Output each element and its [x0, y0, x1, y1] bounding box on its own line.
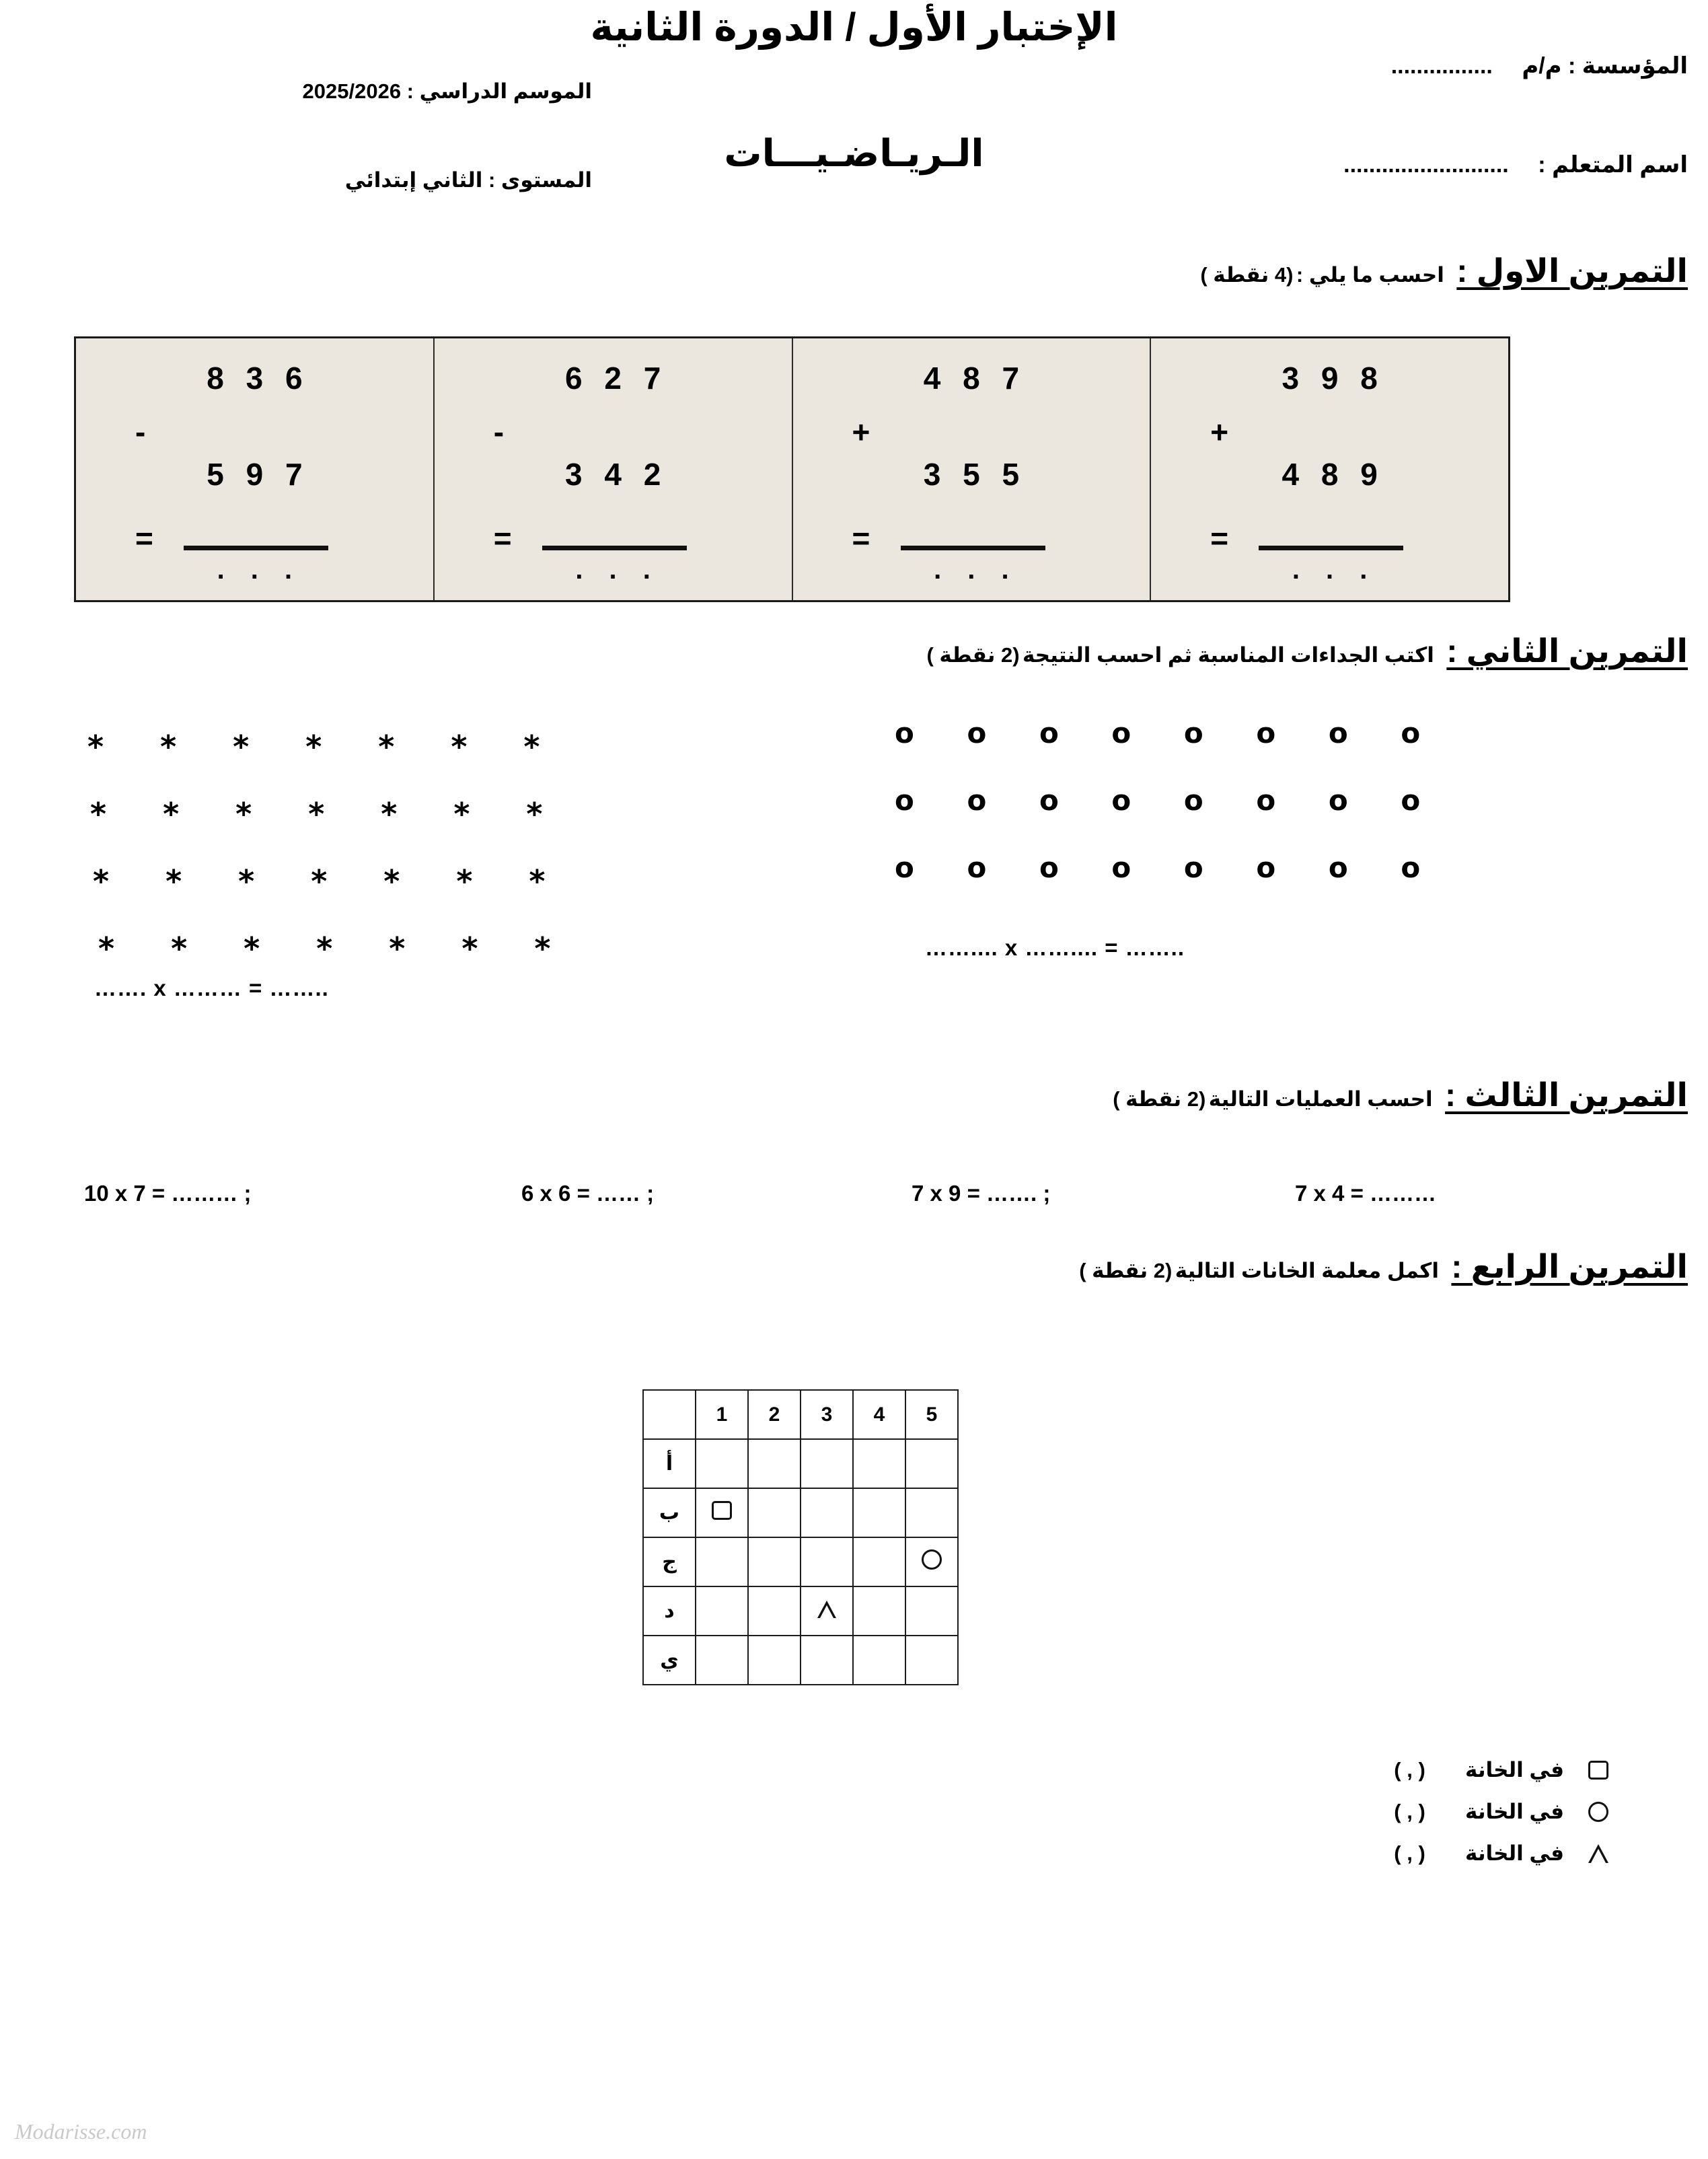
grid-row	[643, 1636, 958, 1685]
institution-value: ................	[1390, 53, 1493, 79]
answer-dots: . . .	[575, 555, 660, 585]
operation-cell-4	[76, 338, 433, 600]
grid-cell[interactable]	[748, 1586, 801, 1636]
coordinate-answer-blanks	[1354, 1749, 1621, 1874]
circle-icon	[1576, 1802, 1621, 1822]
grid-cell[interactable]	[853, 1537, 905, 1586]
star-array	[87, 713, 573, 982]
institution-field	[1391, 52, 1688, 79]
grid-row	[643, 1439, 958, 1488]
circle-array-answer-line[interactable]: …….... x …….... = ……..	[925, 935, 1185, 960]
exercise3-title: التمرين الثالث :	[1445, 1078, 1688, 1113]
operator-sign: +	[1210, 414, 1229, 449]
operation-cell-2	[792, 338, 1150, 600]
document-header	[0, 0, 1708, 222]
answer-rule	[542, 546, 687, 550]
coordinate-input[interactable]: ( , )	[1394, 1841, 1425, 1865]
institution-label: المؤسسة : م/م	[1522, 53, 1688, 79]
operand-bottom: 5 9 7	[207, 457, 309, 492]
star-row: * * * * * * *	[87, 729, 563, 765]
grid-row-header: ب	[643, 1488, 696, 1537]
grid-cell-with-triangle[interactable]	[801, 1586, 853, 1636]
exercise4-title: التمرين الرابع :	[1451, 1249, 1688, 1285]
equals-sign: =	[135, 521, 153, 556]
grid-col-header: 3	[801, 1390, 853, 1439]
grid-cell[interactable]	[905, 1488, 958, 1537]
operand-top: 4 8 7	[923, 361, 1027, 396]
square-icon	[1576, 1761, 1621, 1780]
circle-array	[895, 700, 1442, 902]
grid-table	[642, 1389, 959, 1685]
grid-cell[interactable]	[905, 1439, 958, 1488]
star-row: * * * * * * *	[98, 930, 574, 967]
operand-top: 3 9 8	[1282, 361, 1384, 396]
grid-cell[interactable]	[696, 1636, 748, 1685]
exercise1-points: (4 نقطة )	[1200, 263, 1294, 287]
blank-row-square	[1354, 1749, 1621, 1791]
exercise3-points: (2 نقطة )	[1113, 1087, 1206, 1111]
exercise1-instruction: احسب ما يلي :	[1296, 263, 1444, 287]
answer-dots: . . .	[934, 555, 1018, 585]
triangle-icon	[816, 1599, 838, 1618]
grid-cell[interactable]	[696, 1586, 748, 1636]
operations-table	[74, 336, 1510, 602]
multiplication-item[interactable]: 7 x 4 = ………	[1295, 1181, 1437, 1206]
exercise1-title: التمرين الاول :	[1456, 254, 1688, 289]
grid-cell[interactable]	[801, 1488, 853, 1537]
blank-row-circle	[1354, 1791, 1621, 1833]
equals-sign: =	[852, 521, 870, 556]
blank-label: في الخانة	[1465, 1841, 1564, 1865]
answer-rule	[901, 546, 1045, 550]
grid-cell[interactable]	[748, 1439, 801, 1488]
exercise2-title: التمرين الثاني :	[1446, 634, 1688, 669]
multiplication-row	[0, 1181, 1708, 1221]
student-name-value: ..........................	[1343, 152, 1509, 178]
grid-cell[interactable]	[801, 1636, 853, 1685]
grid-cell[interactable]	[801, 1439, 853, 1488]
grid-cell[interactable]	[853, 1586, 905, 1636]
grid-row-header: ج	[643, 1537, 696, 1586]
watermark: Modarisse.com	[15, 2119, 147, 2144]
exercise4-points: (2 نقطة )	[1079, 1259, 1173, 1282]
square-icon	[712, 1501, 732, 1520]
grid-cell[interactable]	[853, 1439, 905, 1488]
grid-cell[interactable]	[696, 1439, 748, 1488]
answer-rule	[1259, 546, 1403, 550]
circle-row: o o o o o o o o	[895, 717, 1442, 749]
circle-row: o o o o o o o o	[895, 784, 1442, 817]
grid-row-header: أ	[643, 1439, 696, 1488]
operator-sign: -	[135, 414, 146, 449]
multiplication-item[interactable]: 7 x 9 = ……. ;	[912, 1181, 1051, 1206]
grid-cell[interactable]	[905, 1586, 958, 1636]
blank-row-triangle	[1354, 1833, 1621, 1874]
grid-row	[643, 1537, 958, 1586]
circle-icon	[922, 1549, 942, 1570]
star-row: * * * * * * *	[93, 863, 568, 900]
subject-title: الـريـاضـيـــات	[724, 132, 984, 174]
exercise1-heading	[0, 252, 1708, 290]
grid-cell[interactable]	[905, 1636, 958, 1685]
operator-sign: -	[493, 414, 505, 449]
exercise3-instruction: احسب العمليات التالية	[1208, 1087, 1433, 1111]
multiplication-item[interactable]: 6 x 6 = …… ;	[521, 1181, 655, 1206]
grid-corner-cell	[643, 1390, 696, 1439]
grid-row	[643, 1488, 958, 1537]
grid-cell[interactable]	[748, 1537, 801, 1586]
blank-label: في الخانة	[1465, 1800, 1564, 1823]
coordinate-grid	[642, 1389, 959, 1685]
grid-cell[interactable]	[748, 1488, 801, 1537]
exercise4-heading	[0, 1248, 1708, 1286]
grid-cell[interactable]	[696, 1537, 748, 1586]
exercise2-heading	[0, 632, 1708, 670]
star-array-answer-line[interactable]: ……. x ……… = ……..	[94, 976, 329, 1000]
exercise2-instruction: اكتب الجداءات المناسبة ثم احسب النتيجة	[1022, 643, 1434, 667]
grid-col-header: 1	[696, 1390, 748, 1439]
grid-header-row	[643, 1390, 958, 1439]
grid-cell[interactable]	[748, 1636, 801, 1685]
blank-label: في الخانة	[1465, 1758, 1564, 1782]
grid-cell[interactable]	[853, 1488, 905, 1537]
grid-row-header: ي	[643, 1636, 696, 1685]
operand-bottom: 3 4 2	[564, 457, 668, 492]
operation-cell-3	[433, 338, 792, 600]
coordinate-input[interactable]: ( , )	[1394, 1758, 1425, 1782]
operand-bottom: 3 5 5	[923, 457, 1027, 492]
operation-cell-1	[1150, 338, 1508, 600]
grid-cell-with-circle[interactable]	[905, 1537, 958, 1586]
exercise2-points: (2 نقطة )	[926, 643, 1020, 667]
grid-cell[interactable]	[853, 1636, 905, 1685]
circle-row: o o o o o o o o	[895, 851, 1442, 884]
school-year-label: الموسم الدراسي : 2025/2026	[302, 79, 592, 103]
level-label: المستوى : الثاني إبتدائي	[344, 168, 592, 192]
answer-dots: . . .	[1292, 555, 1377, 585]
grid-row	[643, 1586, 958, 1636]
operand-top: 8 3 6	[207, 361, 309, 396]
star-row: * * * * * * *	[90, 796, 566, 832]
coordinate-input[interactable]: ( , )	[1394, 1800, 1425, 1823]
answer-dots: . . .	[217, 555, 302, 585]
operand-bottom: 4 8 9	[1282, 457, 1384, 492]
operand-top: 6 2 7	[564, 361, 668, 396]
equals-sign: =	[493, 521, 512, 556]
grid-col-header: 2	[748, 1390, 801, 1439]
answer-rule	[184, 546, 328, 550]
equals-sign: =	[1210, 521, 1229, 556]
grid-col-header: 5	[905, 1390, 958, 1439]
operator-sign: +	[852, 414, 870, 449]
student-name-field	[1343, 151, 1688, 178]
page-title: الإختبار الأول / الدورة الثانية	[590, 5, 1118, 49]
grid-row-header: د	[643, 1586, 696, 1636]
exercise4-instruction: اكمل معلمة الخانات التالية	[1175, 1259, 1439, 1282]
grid-col-header: 4	[853, 1390, 905, 1439]
exercise3-heading	[0, 1076, 1708, 1114]
multiplication-item[interactable]: 10 x 7 = ……… ;	[84, 1181, 252, 1206]
student-name-label: اسم المتعلم :	[1538, 152, 1688, 178]
grid-cell[interactable]	[801, 1537, 853, 1586]
triangle-icon	[1576, 1843, 1621, 1864]
grid-cell-with-square[interactable]	[696, 1488, 748, 1537]
